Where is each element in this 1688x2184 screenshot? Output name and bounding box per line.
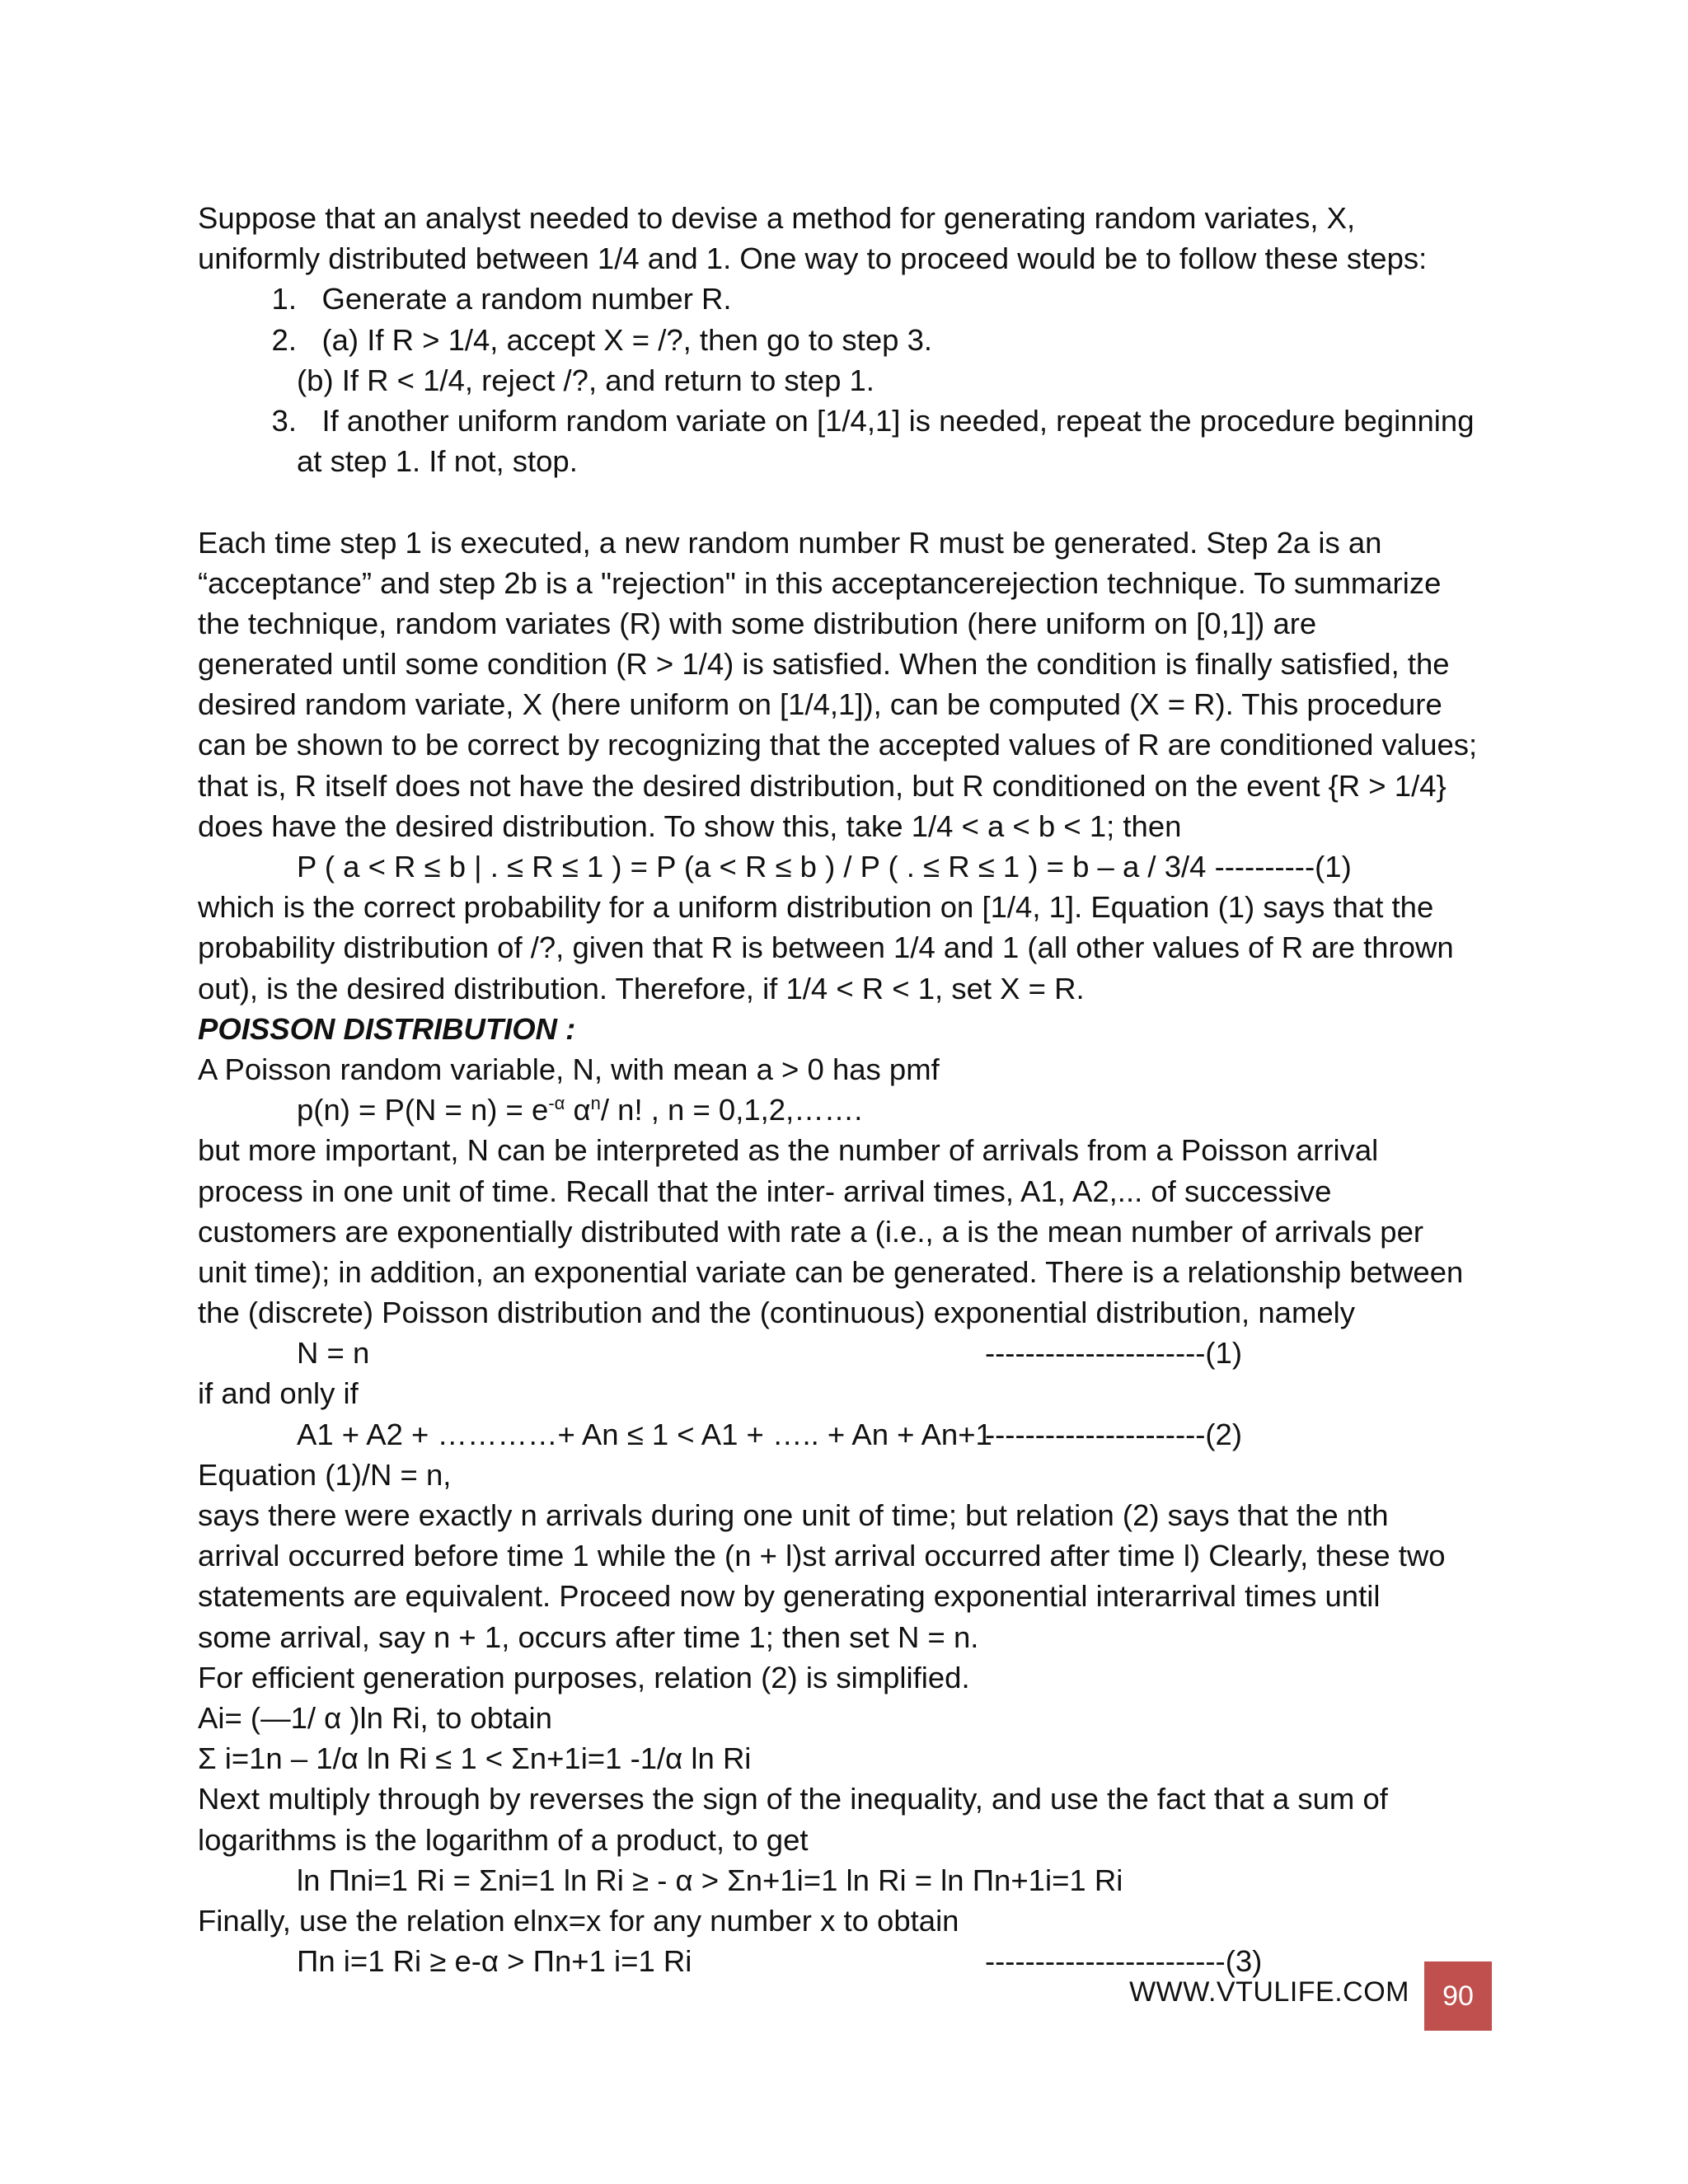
- paragraph-line: out), is the desired distribution. Therefore, if 1/4 < R < 1, set X = R.: [198, 971, 1085, 1005]
- paragraph-line: logarithms is the logarithm of a product, to get: [198, 1822, 809, 1857]
- footer-site-link[interactable]: WWW.VTULIFE.COM: [1129, 1976, 1409, 2008]
- paragraph-line: the technique, random variates (R) with some distribution (here uniform on [0,1]) are: [198, 606, 1317, 640]
- paragraph-line: Suppose that an analyst needed to devise a method for generating random variates, X,: [198, 201, 1356, 235]
- list-number: 3.: [271, 403, 297, 438]
- paragraph-line: A Poisson random variable, N, with mean a > 0 has pmf: [198, 1052, 940, 1086]
- paragraph-line: For efficient generation purposes, relation (2) is simplified.: [198, 1660, 970, 1694]
- paragraph-line: Ai= (—1/ α )ln Ri, to obtain: [198, 1700, 552, 1735]
- paragraph-line: if and only if: [198, 1376, 359, 1411]
- list-item-continuation: at step 1. If not, stop.: [297, 444, 578, 479]
- paragraph-line: Next multiply through by reverses the sign of the inequality, and use the fact that a sum of: [198, 1782, 1388, 1816]
- list-number: 1.: [271, 282, 297, 316]
- list-item: [198, 320, 1500, 360]
- paragraph-line: Equation (1)/N = n,: [198, 1457, 452, 1492]
- equation-lhs: Πn i=1 Ri ≥ e-α > Πn+1 i=1 Ri: [297, 1944, 692, 1979]
- pmf-pre: p(n) = P(N = n) = e: [297, 1093, 549, 1127]
- paragraph-line: generated until some condition (R > 1/4) is satisfied. When the condition is finally satisfied, the: [198, 647, 1450, 682]
- equation-label: ----------------------(1): [985, 1336, 1243, 1371]
- list-text: Generate a random number R.: [321, 282, 732, 316]
- spacer: [198, 481, 1500, 522]
- paragraph-line: desired random variate, X (here uniform on [1/4,1]), can be computed (X = R). This procedure: [198, 687, 1442, 722]
- page-number-badge: 90: [1424, 1961, 1492, 2031]
- paragraph-line: uniformly distributed between 1/4 and 1. One way to proceed would be to follow these steps:: [198, 241, 1428, 276]
- section-heading: POISSON DISTRIBUTION :: [198, 1011, 576, 1046]
- document-page: [198, 198, 1500, 1981]
- paragraph-line: can be shown to be correct by recognizing that the accepted values of R are conditioned values;: [198, 728, 1478, 762]
- paragraph-line: says there were exactly n arrivals during one unit of time; but relation (2) says that the nth: [198, 1498, 1389, 1532]
- equation-label: ----------------------(2): [985, 1417, 1243, 1451]
- pmf-post: / n! , n = 0,1,2,…….: [600, 1093, 863, 1127]
- paragraph-line: arrival occurred before time 1 while the (n + l)st arrival occurred after time l) Clearly, these two: [198, 1539, 1446, 1573]
- paragraph-line: Each time step 1 is executed, a new random number R must be generated. Step 2a is an: [198, 525, 1382, 560]
- paragraph-line: that is, R itself does not have the desired distribution, but R conditioned on the event {R > 1/4}: [198, 768, 1447, 803]
- list-number: 2.: [271, 322, 297, 357]
- paragraph-line: statements are equivalent. Proceed now by generating exponential interarrival times until: [198, 1579, 1381, 1614]
- paragraph-line: probability distribution of /?, given that R is between 1/4 and 1 (all other values of R are thrown: [198, 930, 1454, 965]
- list-item-continuation: (b) If R < 1/4, reject /?, and return to step 1.: [297, 363, 874, 397]
- list-text: If another uniform random variate on [1/4,1] is needed, repeat the procedure beginning: [321, 403, 1475, 438]
- paragraph-line: some arrival, say n + 1, occurs after time 1; then set N = n.: [198, 1619, 979, 1654]
- paragraph-line: customers are exponentially distributed with rate a (i.e., a is the mean number of arrivals per: [198, 1214, 1424, 1249]
- paragraph-line: Σ i=1n – 1/α ln Ri ≤ 1 < Σn+1i=1 -1/α ln Ri: [198, 1741, 752, 1776]
- paragraph-line: unit time); in addition, an exponential variate can be generated. There is a relationship between: [198, 1254, 1464, 1289]
- list-item: [198, 401, 1500, 441]
- equation-lhs: N = n: [297, 1336, 370, 1371]
- paragraph-line: but more important, N can be interpreted as the number of arrivals from a Poisson arrival: [198, 1133, 1379, 1168]
- equation-2: [198, 1414, 1500, 1455]
- pmf-power: n: [590, 1092, 601, 1113]
- paragraph-line: process in one unit of time. Recall that the inter- arrival times, A1, A2,... of successive: [198, 1174, 1332, 1208]
- paragraph-line: does have the desired distribution. To show this, take 1/4 < a < b < 1; then: [198, 808, 1182, 843]
- list-text: (a) If R > 1/4, accept X = /?, then go to step 3.: [321, 322, 933, 357]
- pmf-mid: α: [565, 1093, 591, 1127]
- page-footer: [1071, 1961, 1492, 2031]
- equation-1: [198, 1333, 1500, 1373]
- equation-lhs: A1 + A2 + …………+ An ≤ 1 < A1 + ….. + An + An+1: [297, 1417, 992, 1451]
- equation-pmf: [198, 1090, 1500, 1130]
- paragraph-line: Finally, use the relation elnx=x for any number x to obtain: [198, 1903, 959, 1938]
- paragraph-line: the (discrete) Poisson distribution and the (continuous) exponential distribution, namely: [198, 1296, 1356, 1330]
- equation-label: ------------------------(3): [985, 1944, 1263, 1979]
- equation-log: ln Πni=1 Ri = Σni=1 ln Ri ≥ - α > Σn+1i=1 ln Ri = ln Πn+1i=1 Ri: [297, 1863, 1123, 1897]
- equation-probability: P ( a < R ≤ b | . ≤ R ≤ 1 ) = P (a < R ≤ b ) / P ( . ≤ R ≤ 1 ) = b – a / 3/4 ----------(1): [297, 850, 1352, 883]
- pmf-exponent: -α: [548, 1092, 565, 1113]
- paragraph-line: which is the correct probability for a uniform distribution on [1/4, 1]. Equation (1) says that the: [198, 890, 1434, 925]
- list-item: [198, 279, 1500, 319]
- paragraph-line: “acceptance” and step 2b is a "rejection" in this acceptancerejection technique. To summarize: [198, 565, 1442, 600]
